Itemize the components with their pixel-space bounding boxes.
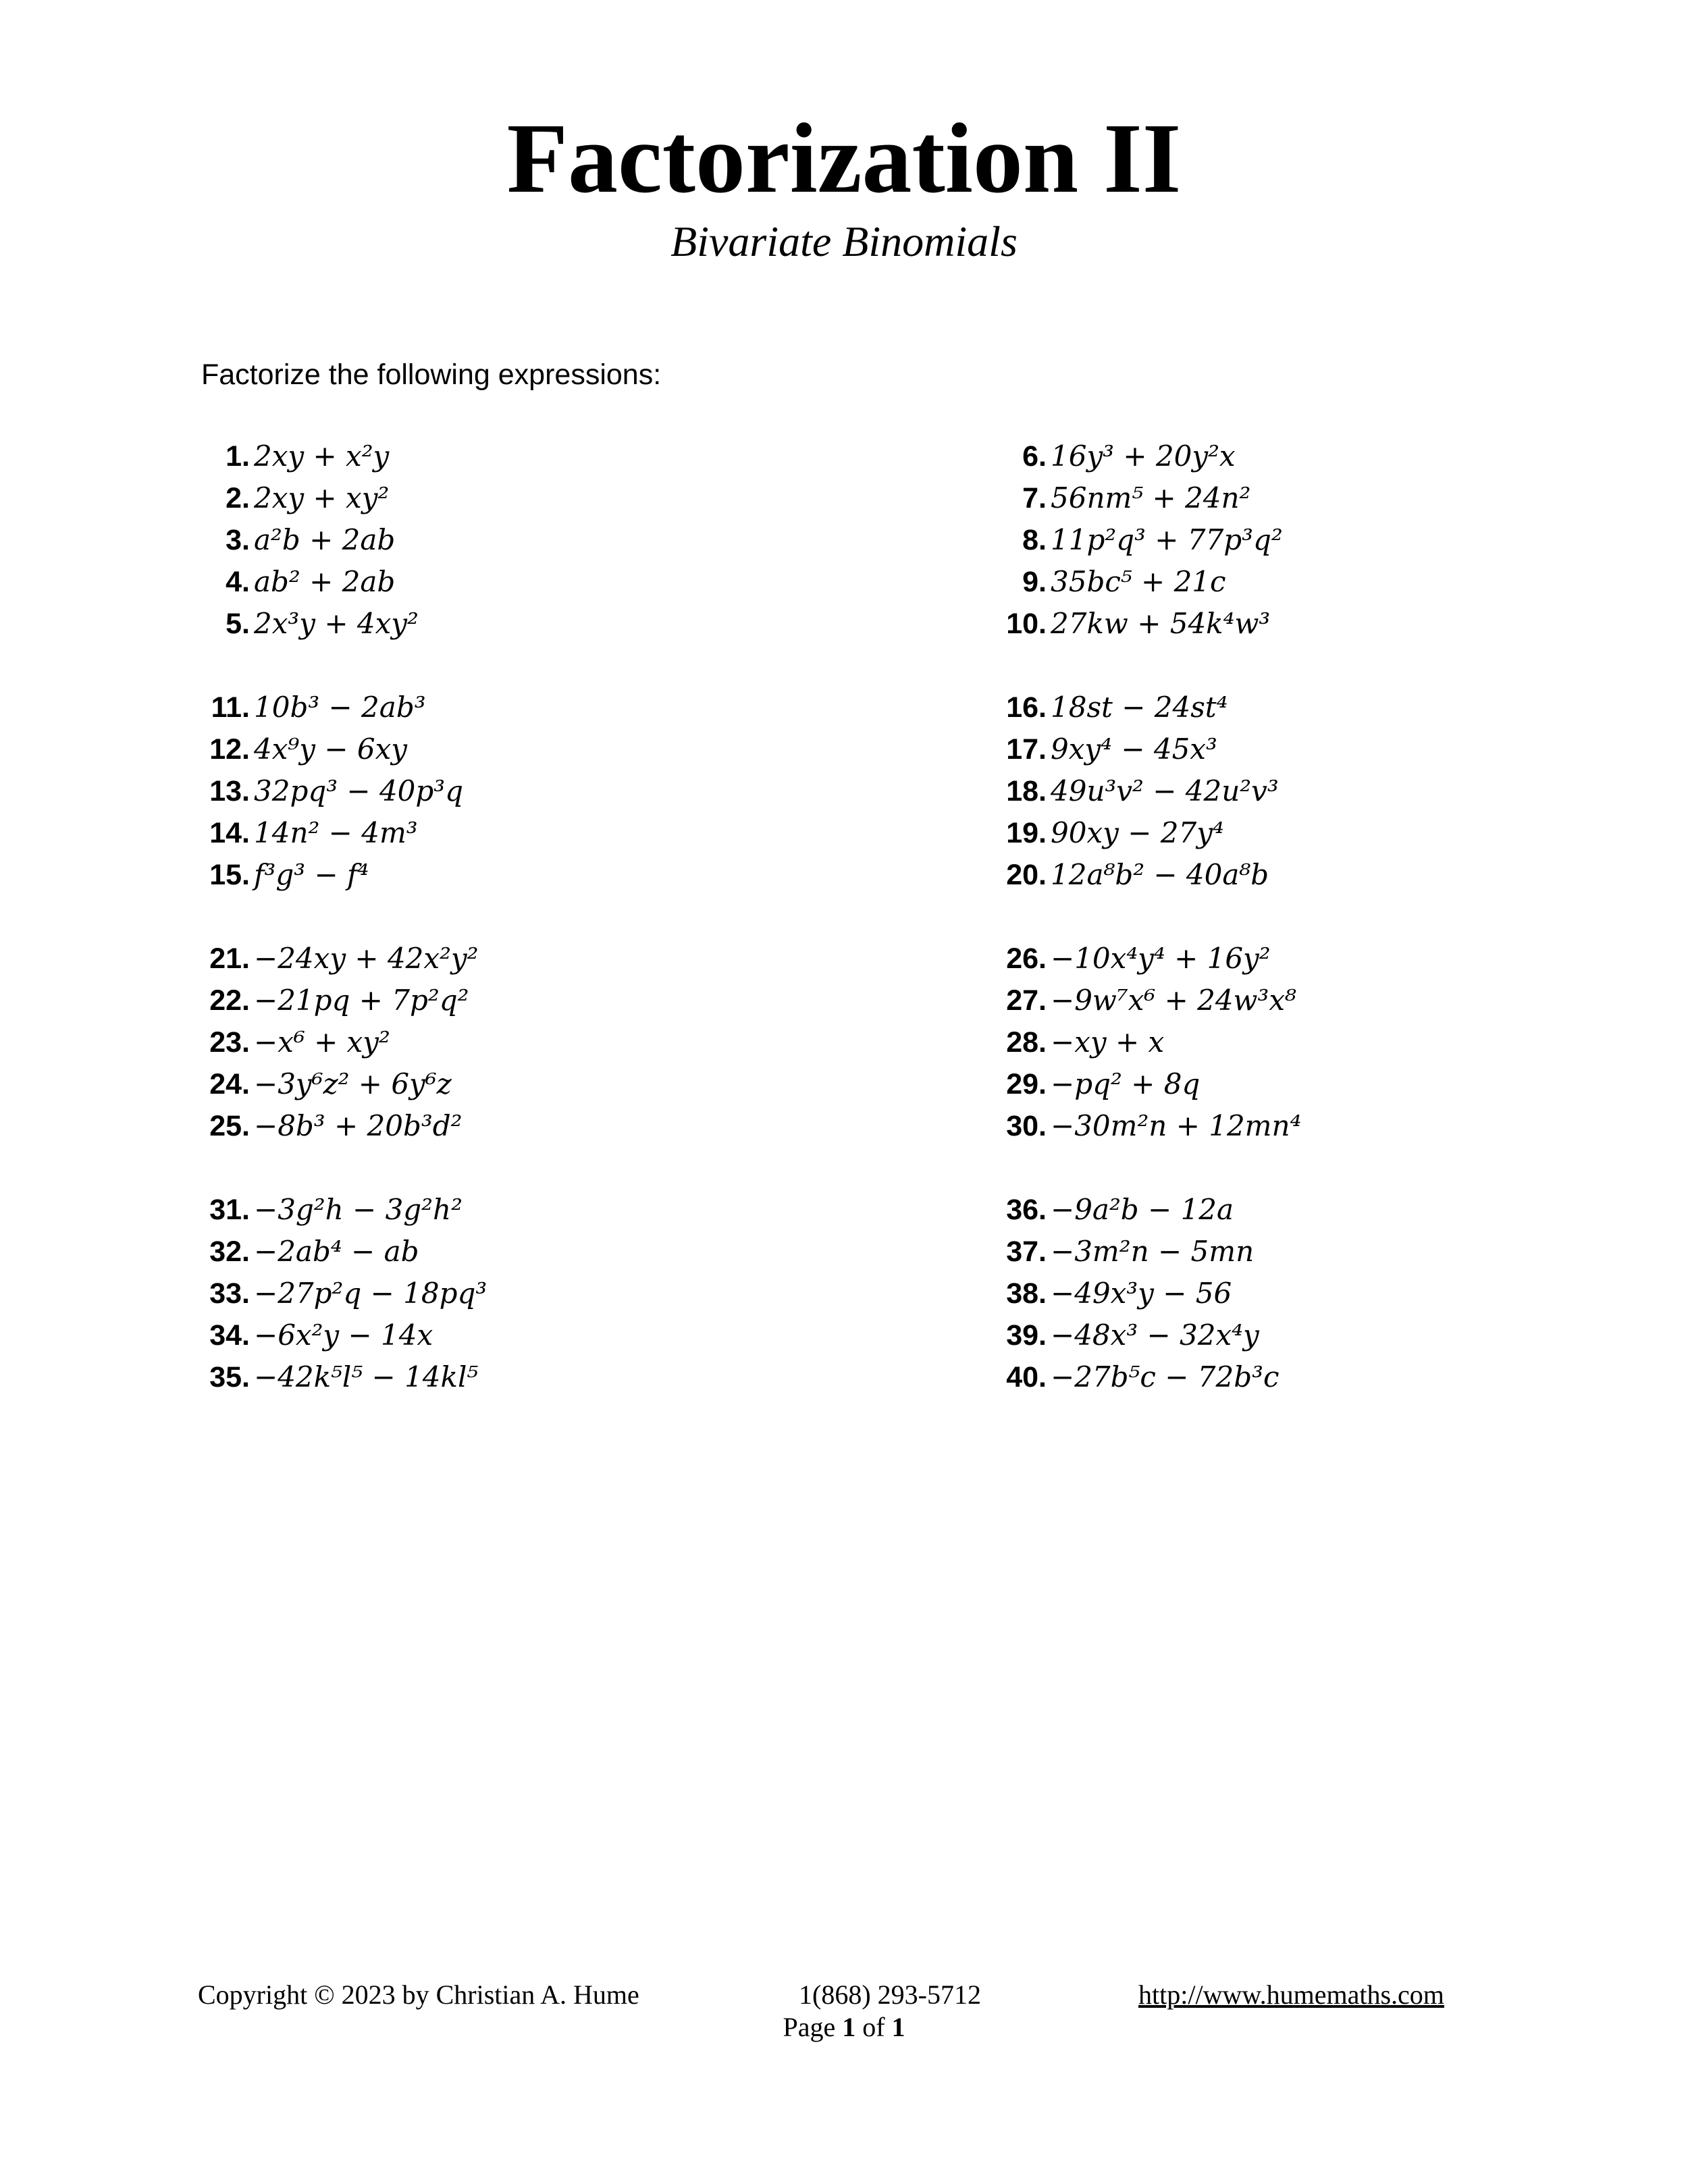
problem-expression: −xy + x xyxy=(1051,1026,1165,1059)
problem-group xyxy=(998,435,1301,645)
problem-item xyxy=(998,938,1301,980)
problem-item xyxy=(201,1021,487,1063)
problem-expression: 11p²q³ + 77p³q² xyxy=(1051,523,1283,556)
problem-number: 2. xyxy=(226,482,250,514)
left-column xyxy=(201,435,487,1440)
problem-expression: −10x⁴y⁴ + 16y² xyxy=(1051,942,1271,975)
problem-item xyxy=(998,1021,1301,1063)
problem-number: 20. xyxy=(1006,859,1047,891)
page-subtitle: Bivariate Binomials xyxy=(670,217,1018,265)
problem-expression: 90xy − 27y⁴ xyxy=(1051,816,1224,849)
problem-expression: −21pq + 7p²q² xyxy=(254,984,469,1017)
problem-expression: −3m²n − 5mn xyxy=(1051,1235,1255,1268)
problem-number: 33. xyxy=(209,1277,250,1310)
problem-item xyxy=(201,435,487,477)
problem-number: 19. xyxy=(1006,817,1047,849)
problem-number: 1. xyxy=(226,440,250,473)
problem-item xyxy=(998,603,1301,645)
problem-number: 4. xyxy=(226,566,250,598)
problem-item xyxy=(201,980,487,1021)
problem-expression: −3y⁶z² + 6y⁶z xyxy=(254,1067,452,1100)
problem-group xyxy=(201,938,487,1147)
problem-item xyxy=(201,728,487,770)
problem-expression: f³g³ − f⁴ xyxy=(254,858,369,891)
problem-item xyxy=(998,1273,1301,1314)
page-number xyxy=(0,2007,1688,2048)
problem-expression: 2xy + xy² xyxy=(254,481,390,514)
problem-expression: 35bc⁵ + 21c xyxy=(1051,565,1226,598)
problem-number: 24. xyxy=(209,1068,250,1100)
problem-item xyxy=(201,1273,487,1314)
problem-number: 5. xyxy=(226,608,250,640)
problem-expression: −6x²y − 14x xyxy=(254,1319,433,1352)
page-title: Factorization II xyxy=(506,103,1182,214)
problem-expression: 12a⁸b² − 40a⁸b xyxy=(1051,858,1269,891)
problem-number: 11. xyxy=(211,691,250,724)
problem-item xyxy=(998,812,1301,854)
problem-number: 12. xyxy=(209,733,250,766)
problem-group xyxy=(201,435,487,645)
problem-item xyxy=(998,770,1301,812)
problem-number: 39. xyxy=(1006,1319,1047,1352)
phone-number: 1(868) 293-5712 xyxy=(799,1979,981,2010)
problem-expression: a²b + 2ab xyxy=(254,523,396,556)
problem-expression: −24xy + 42x²y² xyxy=(254,942,479,975)
problem-item xyxy=(201,603,487,645)
problem-expression: −3g²h − 3g²h² xyxy=(254,1193,463,1226)
problem-item xyxy=(201,854,487,896)
problem-item xyxy=(998,477,1301,519)
problem-number: 21. xyxy=(209,942,250,975)
page-total: 1 xyxy=(891,2012,905,2042)
problem-item xyxy=(201,1189,487,1231)
problem-number: 34. xyxy=(209,1319,250,1352)
problem-expression: 9xy⁴ − 45x³ xyxy=(1051,733,1217,766)
problem-number: 36. xyxy=(1006,1194,1047,1226)
problem-number: 18. xyxy=(1006,775,1047,807)
problem-expression: −2ab⁴ − ab xyxy=(254,1235,419,1268)
problem-item xyxy=(201,687,487,728)
problem-expression: −27p²q − 18pq³ xyxy=(254,1277,487,1310)
problem-number: 23. xyxy=(209,1026,250,1059)
page-current: 1 xyxy=(842,2012,856,2042)
problem-expression: 14n² − 4m³ xyxy=(254,816,418,849)
problem-item xyxy=(201,1063,487,1105)
instructions: Factorize the following expressions: xyxy=(201,358,662,391)
problem-expression: 49u³v² − 42u²v³ xyxy=(1051,774,1279,807)
problem-item xyxy=(998,561,1301,603)
problem-expression: 2x³y + 4xy² xyxy=(254,607,419,640)
problem-expression: 27kw + 54k⁴w³ xyxy=(1051,607,1271,640)
problem-number: 32. xyxy=(209,1235,250,1268)
problem-number: 6. xyxy=(1022,440,1047,473)
problem-item xyxy=(201,1356,487,1398)
problem-item xyxy=(998,435,1301,477)
problem-group xyxy=(998,687,1301,896)
problem-item xyxy=(998,980,1301,1021)
problem-expression: −pq² + 8q xyxy=(1051,1067,1201,1100)
problem-group xyxy=(201,687,487,896)
problem-number: 38. xyxy=(1006,1277,1047,1310)
problem-item xyxy=(201,770,487,812)
problem-item xyxy=(998,519,1301,561)
problem-number: 29. xyxy=(1006,1068,1047,1100)
problem-item xyxy=(998,1105,1301,1147)
problem-number: 40. xyxy=(1006,1361,1047,1393)
problem-number: 9. xyxy=(1022,566,1047,598)
problem-item xyxy=(998,1189,1301,1231)
problem-expression: −9a²b − 12a xyxy=(1051,1193,1234,1226)
problem-number: 16. xyxy=(1006,691,1047,724)
problem-number: 7. xyxy=(1022,482,1047,514)
problem-group xyxy=(998,1189,1301,1398)
problem-item xyxy=(998,854,1301,896)
problem-item xyxy=(201,1231,487,1273)
problem-expression: 56nm⁵ + 24n² xyxy=(1051,481,1251,514)
website-link[interactable]: http://www.humemaths.com xyxy=(1138,1979,1444,2010)
problem-number: 10. xyxy=(1006,608,1047,640)
problem-item xyxy=(201,561,487,603)
problem-item xyxy=(998,1231,1301,1273)
problem-item xyxy=(998,1356,1301,1398)
problem-number: 13. xyxy=(209,775,250,807)
problem-number: 17. xyxy=(1006,733,1047,766)
problem-expression: −49x³y − 56 xyxy=(1051,1277,1232,1310)
problem-item xyxy=(998,1063,1301,1105)
problem-expression: 4x⁹y − 6xy xyxy=(254,733,408,766)
problem-number: 26. xyxy=(1006,942,1047,975)
problem-expression: −27b⁵c − 72b³c xyxy=(1051,1360,1280,1393)
problem-number: 31. xyxy=(209,1194,250,1226)
problem-expression: ab² + 2ab xyxy=(254,565,396,598)
problem-expression: 2xy + x²y xyxy=(254,440,390,473)
problem-expression: −9w⁷x⁶ + 24w³x⁸ xyxy=(1051,984,1296,1017)
problem-expression: 16y³ + 20y²x xyxy=(1051,440,1236,473)
problem-number: 30. xyxy=(1006,1110,1047,1142)
problem-number: 25. xyxy=(209,1110,250,1142)
problem-number: 14. xyxy=(209,817,250,849)
problem-item xyxy=(201,1314,487,1356)
problem-item xyxy=(998,1314,1301,1356)
problem-number: 15. xyxy=(209,859,250,891)
right-column xyxy=(998,435,1301,1440)
problem-item xyxy=(201,812,487,854)
problem-expression: −48x³ − 32x⁴y xyxy=(1051,1319,1259,1352)
page-of: of xyxy=(862,2012,885,2042)
problem-item xyxy=(998,687,1301,728)
problem-number: 3. xyxy=(226,524,250,556)
problem-number: 8. xyxy=(1022,524,1047,556)
problem-number: 35. xyxy=(209,1361,250,1393)
problem-group xyxy=(201,1189,487,1398)
problem-expression: −30m²n + 12mn⁴ xyxy=(1051,1109,1302,1142)
copyright-text: Copyright © 2023 by Christian A. Hume xyxy=(198,1979,639,2010)
problem-number: 28. xyxy=(1006,1026,1047,1059)
problem-expression: 10b³ − 2ab³ xyxy=(254,691,426,724)
problem-item xyxy=(998,728,1301,770)
page-prefix: Page xyxy=(783,2012,836,2042)
problem-expression: −42k⁵l⁵ − 14kl⁵ xyxy=(254,1360,479,1393)
problem-expression: −x⁶ + xy² xyxy=(254,1026,390,1059)
problem-expression: 32pq³ − 40p³q xyxy=(254,774,463,807)
problem-number: 27. xyxy=(1006,984,1047,1017)
problem-number: 22. xyxy=(209,984,250,1017)
problem-item xyxy=(201,477,487,519)
problem-group xyxy=(998,938,1301,1147)
problem-expression: −8b³ + 20b³d² xyxy=(254,1109,463,1142)
problem-item xyxy=(201,519,487,561)
problem-item xyxy=(201,938,487,980)
problem-expression: 18st − 24st⁴ xyxy=(1051,691,1228,724)
problem-number: 37. xyxy=(1006,1235,1047,1268)
problem-item xyxy=(201,1105,487,1147)
